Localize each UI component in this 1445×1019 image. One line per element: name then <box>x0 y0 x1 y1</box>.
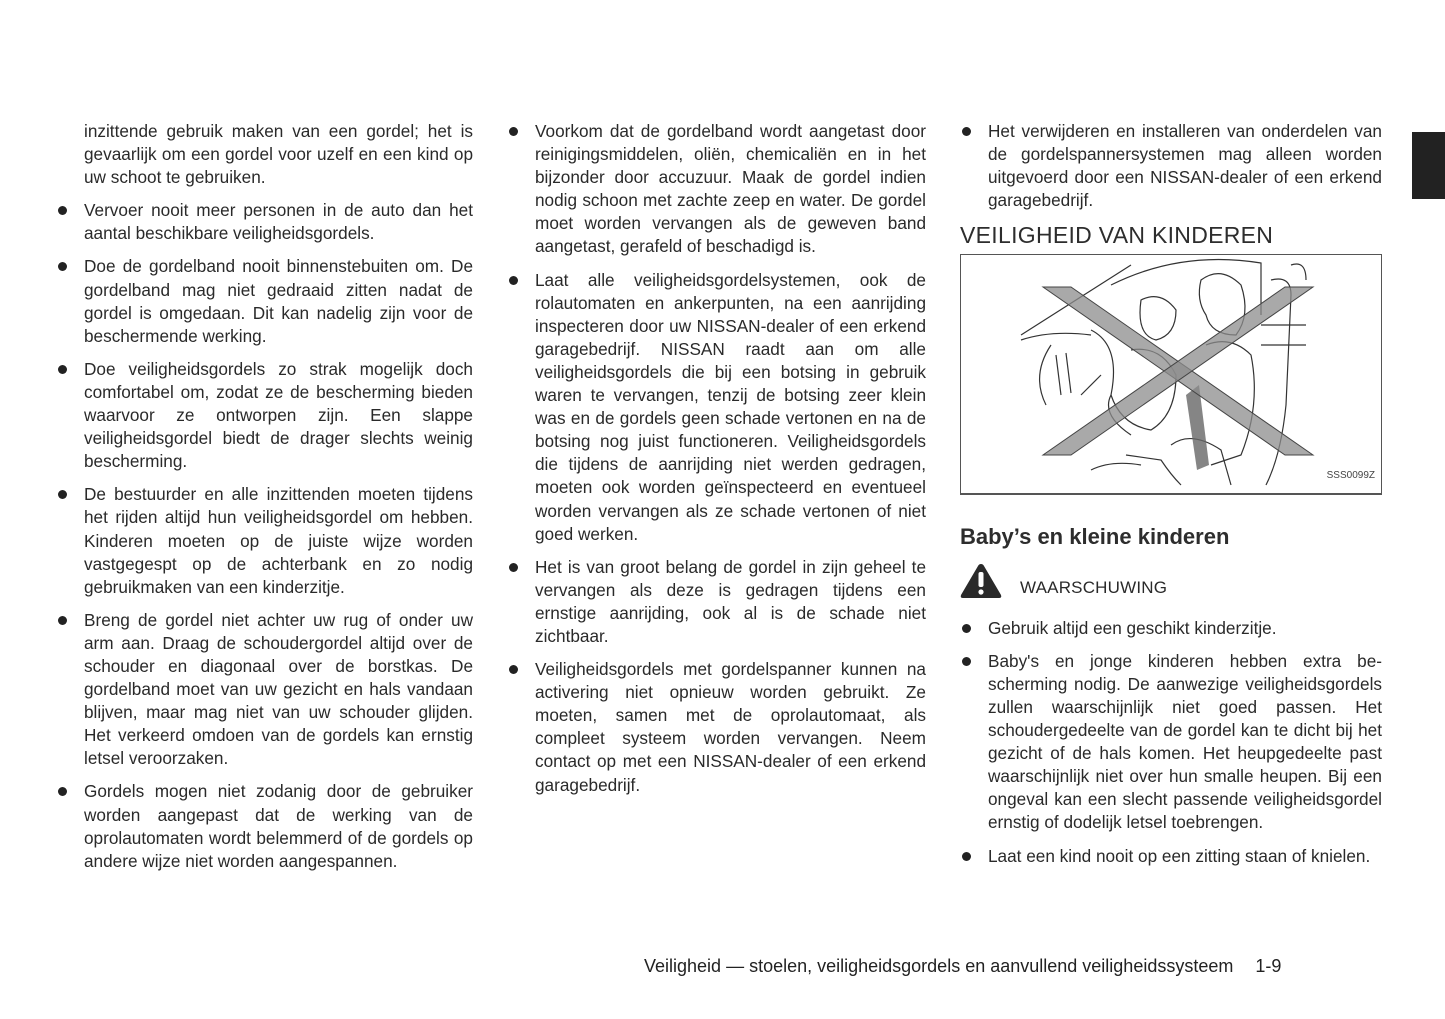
list-item: Gordels mogen niet zodanig door de gebruiker worden aangepast dat de werking van de oprolautomaten wordt belemmerd of de gordels op andere wijze niet worden aangespannen. <box>56 780 473 872</box>
figure-code: SSS0099Z <box>1326 470 1375 482</box>
list-item: Laat alle veiligheidsgordelsystemen, ook de rolautomaten en ankerpunten, na een aanrijding inspecteren door uw NISSAN-dealer of een erkend garagebedrijf. NISSAN raadt aan om alle veiligheidsgordels die bij een botsing in gebruik waren te vervangen, tenzij de botsing zeer klein was en de gordels geen schade vertonen en na de botsing nog juist functioneren. Veiligheidsgordels die tijdens de aanrijding niet werden gedragen, moeten ook worden geïnspecteerd en eventueel worden vervangen als ze schade vertonen of niet goed werken. <box>507 269 926 546</box>
bullet-icon <box>509 665 518 674</box>
list-item: Vervoer nooit meer personen in de auto dan het aantal beschikbare veiligheidsgordels. <box>56 199 473 245</box>
list-item: De bestuurder en alle inzittenden moeten tijdens het rijden altijd hun veiligheidsgordel om hebben. Kinderen moeten op de juiste wijze worden vastgegespt op de achterbank en zo nodig gebruikmaken van een kinderzitje. <box>56 483 473 598</box>
list-item: Voorkom dat de gordelband wordt aangetast door reinigingsmiddelen, oliën, chemicaliën en in het bijzonder door accuzuur. Maak de gordel indien nodig schoon met zachte zeep en water. De gordel moet worden vervangen als de geweven band aangetast, gerafeld of beschadigd is. <box>507 120 926 259</box>
bullet-icon <box>58 262 67 271</box>
list-item: Het verwijderen en installeren van onderdelen van de gordelspannersystemen mag alleen worden uitgevoerd door een NISSAN-dealer of een erkend garagebedrijf. <box>960 120 1382 212</box>
list-item: Breng de gordel niet achter uw rug of onder uw arm aan. Draag de schoudergordel altijd over de schouder en diagonaal over de borstkas. De gordelband moet van uw gezicht en hals vandaan blijven, maar mag niet van uw schouder glijden. Het verkeerd omdoen van de gordels kan ernstig letsel veroorzaken. <box>56 609 473 771</box>
chapter-tab-marker <box>1412 132 1445 199</box>
bullet-icon <box>58 490 67 499</box>
warning-triangle-icon <box>960 563 1002 605</box>
bullet-icon <box>962 127 971 136</box>
bullet-icon <box>962 624 971 633</box>
bullet-icon <box>509 276 518 285</box>
bullet-icon <box>58 365 67 374</box>
bullet-list-col2 <box>507 120 926 797</box>
column-3 <box>960 120 1382 878</box>
bullet-icon <box>58 787 67 796</box>
bullet-icon <box>962 852 971 861</box>
continuation-paragraph: inzittende gebruik maken van een gordel; het is gevaarlijk om een gordel voor uzelf en een kind op uw schoot te gebruiken. <box>84 121 473 188</box>
bullet-icon <box>509 563 518 572</box>
list-item: Gebruik altijd een geschikt kinderzitje. <box>960 617 1382 640</box>
bullet-icon <box>509 127 518 136</box>
column-2 <box>507 120 926 807</box>
list-item: Laat een kind nooit op een zitting staan of knielen. <box>960 845 1382 868</box>
list-item: Doe de gordelband nooit binnenstebuiten om. De gordelband mag niet gedraaid zitten nadat de gordel is omgedaan. Dit kan nadelig zijn voor de beschermende werking. <box>56 255 473 347</box>
bullet-icon <box>58 206 67 215</box>
prohibited-child-on-lap-illustration <box>961 255 1381 493</box>
bullet-list-col3 <box>960 617 1382 868</box>
bullet-icon <box>962 657 971 666</box>
bullet-list-col3-top <box>960 120 1382 212</box>
list-item: Het is van groot belang de gordel in zijn geheel te vervangen als deze is gedragen tijdens een ernstige aanrijding, ook al is de schade niet zichtbaar. <box>507 556 926 648</box>
bullet-icon <box>58 616 67 625</box>
subsection-title: Baby’s en kleine kinderen <box>960 524 1230 550</box>
section-title: VEILIGHEID VAN KINDEREN <box>960 222 1274 249</box>
warning-header <box>960 563 1382 605</box>
list-item: Veiligheidsgordels met gordelspanner kunnen na activering niet opnieuw worden gebruikt. Ze moeten, samen met de oprolautomaat, als compleet systeem worden vervangen. Neem contact op met een NISSAN-dealer of een erkend garagebedrijf. <box>507 658 926 797</box>
page-footer <box>644 956 1281 977</box>
bullet-list-col1 <box>56 199 473 873</box>
figure-child-on-lap <box>960 254 1382 495</box>
column-1 <box>56 120 473 883</box>
list-item: Baby's en jonge kinderen hebben extra bescherming nodig. De aanwezige veiligheidsgordels zullen waarschijnlijk niet goed passen. Het schoudergedeelte van de gordel kan te dicht bij het gezicht of de hals komen. Het heupgedeelte past waarschijnlijk niet over hun smalle heupen. Bij een ongeval kan een slecht passende veiligheidsgordel ernstig of dodelijk letsel toebrengen. <box>960 650 1382 835</box>
warning-label: WAARSCHUWING <box>1020 578 1168 598</box>
page-number: 1-9 <box>1255 956 1282 976</box>
list-item: Doe veiligheidsgordels zo strak mogelijk doch comfortabel om, zodat ze de bescherming bieden waarvoor ze ontworpen zijn. Een slappe veiligheidsgordel biedt de drager slechts weinig bescherming. <box>56 358 473 473</box>
footer-chapter-title: Veiligheid — stoelen, veiligheidsgordels en aanvullend veiligheidssysteem <box>644 956 1234 976</box>
